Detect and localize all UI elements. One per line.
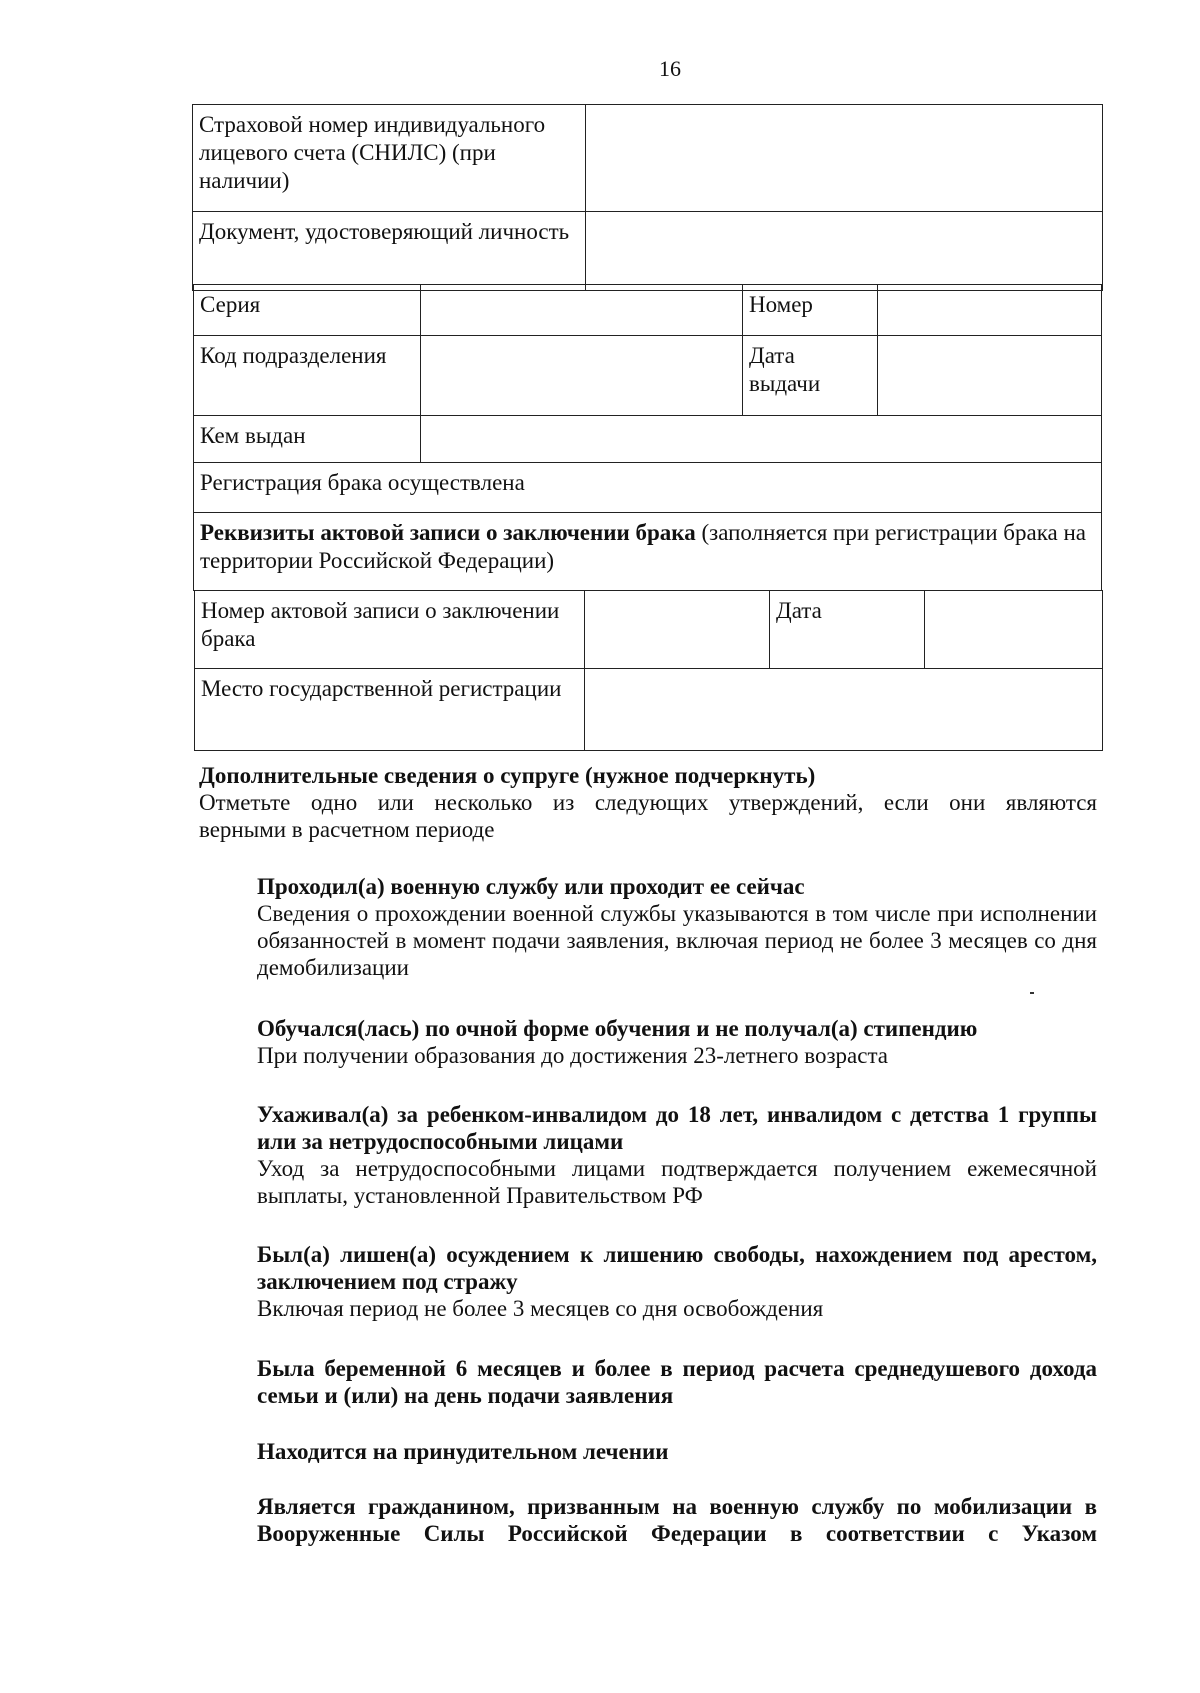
statement-heading: Обучался(лась) по очной форме обучения и не получал(а) стипендию xyxy=(257,1016,978,1041)
snils-input-cell[interactable] xyxy=(586,105,1103,212)
snils-label-cell xyxy=(193,105,586,212)
statement-heading: Проходил(а) военную службу или проходит ее сейчас xyxy=(257,874,805,899)
number-label-cell xyxy=(743,285,878,336)
series-label: Серия xyxy=(200,292,261,317)
statement-text: Сведения о прохождении военной службы указываются в том числе при исполнении обязанностей в момент подачи заявления, включая период не более 3 месяцев со дня демобилизации xyxy=(257,901,1097,980)
passport-marriage-table xyxy=(193,284,1102,591)
page-number: 16 xyxy=(659,56,681,81)
record-number-label-cell xyxy=(195,591,585,669)
statement-heading: Находится на принудительном лечении xyxy=(257,1439,669,1464)
statement-mobilization[interactable] xyxy=(257,1493,1097,1547)
statement-treatment[interactable] xyxy=(257,1438,1097,1465)
marriage-record-table xyxy=(194,590,1103,751)
statement-heading: Является гражданином, призванным на военную службу по мобилизации в Вооруженные Силы Российской Федерации в соответствии с Указом xyxy=(257,1494,1097,1546)
series-input-cell[interactable] xyxy=(421,285,743,336)
doc-label: Документ, удостоверяющий личность xyxy=(199,219,570,244)
marriage-reg-cell xyxy=(194,463,1102,513)
statement-heading: Ухаживал(а) за ребенком-инвалидом до 18 лет, инвалидом с детства 1 группы или за нетрудоспособными лицами xyxy=(257,1102,1097,1154)
number-label: Номер xyxy=(749,292,813,317)
marriage-reg-label: Регистрация брака осуществлена xyxy=(200,470,525,495)
record-date-input-cell[interactable] xyxy=(925,591,1103,669)
issued-by-label-cell xyxy=(194,416,421,463)
place-label-cell xyxy=(195,669,585,751)
code-input-cell[interactable] xyxy=(421,336,743,416)
statement-education[interactable] xyxy=(257,1015,1097,1069)
additional-info-title: Дополнительные сведения о супруге (нужное подчеркнуть) xyxy=(199,763,816,788)
statement-text: Включая период не более 3 месяцев со дня освобождения xyxy=(257,1296,824,1321)
issue-date-label: Дата выдачи xyxy=(749,343,821,396)
doc-label-cell xyxy=(193,212,586,291)
issued-by-input-cell[interactable] xyxy=(421,416,1102,463)
code-label: Код подразделения xyxy=(200,343,387,368)
place-input-cell[interactable] xyxy=(585,669,1103,751)
code-label-cell xyxy=(194,336,421,416)
series-label-cell xyxy=(194,285,421,336)
requisites-cell xyxy=(194,513,1102,591)
statement-text: При получении образования до достижения 23-летнего возраста xyxy=(257,1043,888,1068)
scan-mark xyxy=(1030,992,1034,994)
statement-pregnancy[interactable] xyxy=(257,1355,1097,1409)
record-number-label: Номер актовой записи о заключении брака xyxy=(201,598,560,651)
record-number-input-cell[interactable] xyxy=(585,591,770,669)
issue-date-input-cell[interactable] xyxy=(878,336,1102,416)
additional-info-intro-line2: верными в расчетном периоде xyxy=(199,817,495,842)
requisites-heading: Реквизиты актовой записи о заключении брака xyxy=(200,520,696,545)
statement-care[interactable] xyxy=(257,1101,1097,1209)
statement-imprisonment[interactable] xyxy=(257,1241,1097,1322)
snils-label: Страховой номер индивидуального лицевого счета (СНИЛС) (при наличии) xyxy=(199,112,546,193)
doc-input-cell[interactable] xyxy=(586,212,1103,291)
requisites-note: (заполняется при регистрации брака на территории Российской Федерации) xyxy=(200,520,1087,573)
record-date-label-cell xyxy=(770,591,925,669)
statement-text: Уход за нетрудоспособными лицами подтверждается получением ежемесячной выплаты, установленной Правительством РФ xyxy=(257,1156,1097,1208)
statement-heading: Была беременной 6 месяцев и более в период расчета среднедушевого дохода семьи и (или) на день подачи заявления xyxy=(257,1356,1097,1408)
issue-date-label-cell xyxy=(743,336,878,416)
statement-heading: Был(а) лишен(а) осуждением к лишению свободы, нахождением под арестом, заключением под стражу xyxy=(257,1242,1097,1294)
additional-info-section xyxy=(199,762,1097,843)
snils-document-table xyxy=(192,104,1103,291)
issued-by-label: Кем выдан xyxy=(200,423,306,448)
additional-info-intro-line1: Отметьте одно или несколько из следующих утверждений, если они являются xyxy=(199,790,1097,815)
place-label: Место государственной регистрации xyxy=(201,676,562,701)
record-date-label: Дата xyxy=(776,598,822,623)
number-input-cell[interactable] xyxy=(878,285,1102,336)
statement-military[interactable] xyxy=(257,873,1097,981)
